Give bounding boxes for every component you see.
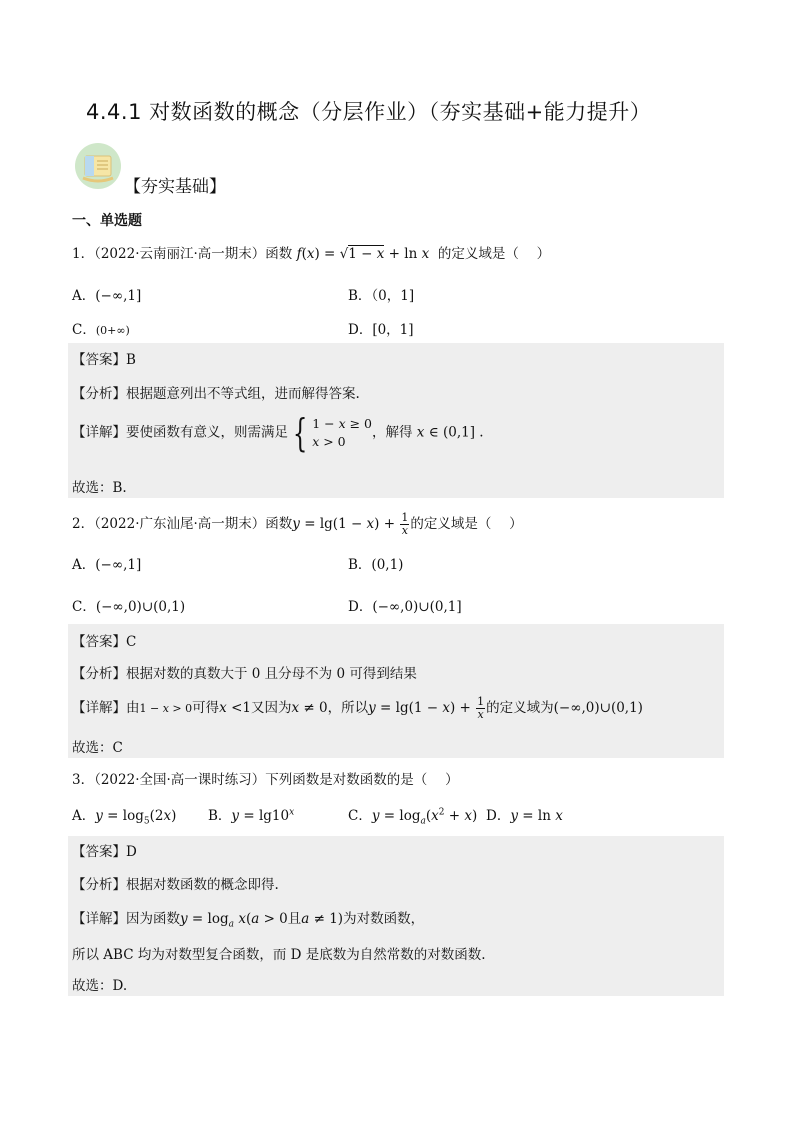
q2-detail: 【详解】由1 − x > 0可得x <1又因为x ≠ 0，所以y = lg(1 − x) + $\frac{1}{x}$ 的定义域为(−∞,0)∪(0,1) xyxy=(72,695,643,721)
q3-analysis: 【分析】根据对数函数的概念即得. xyxy=(72,877,279,893)
q1-formula: f xyxy=(296,246,302,262)
q1-answer: 【答案】B xyxy=(72,352,136,368)
q3-option-d: D．y = ln x xyxy=(486,808,563,824)
part-title: 一、单选题 xyxy=(72,213,142,229)
section-label: 【夯实基础】 xyxy=(124,177,226,197)
q2-option-c: C．(−∞,0)∪(0,1) xyxy=(72,599,186,615)
question-2-stem: 2．（2022·广东汕尾·高一期末）函数y = lg(1 − x) + $\frac{1}{x}$ 的定义域是（ ） xyxy=(72,511,523,537)
question-3-stem: 3．（2022·全国·高一课时练习）下列函数是对数函数的是（ ） xyxy=(72,772,459,788)
q2-option-a: A．(−∞,1] xyxy=(72,557,142,573)
q3-detail-line2: 所以 ABC 均为对数型复合函数，而 D 是底数为自然常数的对数函数. xyxy=(72,947,486,963)
question-1-stem: 1．（2022·云南丽江·高一期末）函数 f(x) = √1 − x + ln x 的定义域是（ ） xyxy=(72,246,551,262)
q3-option-b: B．$y = \lg 10^x$ xyxy=(208,807,295,824)
q2-solution-block xyxy=(68,624,724,758)
q2-conclusion: 故选：C xyxy=(72,740,123,756)
q3-option-a: A．$y = \log_5(2x)$ xyxy=(72,808,177,827)
q1-option-d: D．[0，1] xyxy=(348,322,414,338)
q1-stem-suffix: 的定义域是（ ） xyxy=(437,246,551,262)
q3-conclusion: 故选：D. xyxy=(72,978,128,994)
page-title: 4.4.1 对数函数的概念（分层作业）（夯实基础+能力提升） xyxy=(86,100,652,124)
notebook-icon xyxy=(74,142,122,190)
q1-option-b: B．（0，1] xyxy=(348,288,415,304)
q2-answer: 【答案】C xyxy=(72,634,137,650)
q2-option-b: B．(0,1) xyxy=(348,557,404,573)
q2-analysis: 【分析】根据对数的真数大于 0 且分母不为 0 可得到结果 xyxy=(72,666,417,682)
q2-option-d: D．(−∞,0)∪(0,1] xyxy=(348,599,462,615)
q1-conclusion: 故选：B. xyxy=(72,480,127,496)
q3-option-c: C．$y = \log_a(x^2 + x)$ xyxy=(348,807,478,827)
q3-detail: 【详解】因为函数$y = \log_a x(a > 0$且a ≠ 1)为对数函数， xyxy=(72,911,425,930)
q1-stem-prefix: 1．（2022·云南丽江·高一期末）函数 xyxy=(72,246,293,262)
q1-option-a: A．(−∞,1] xyxy=(72,288,142,304)
q1-analysis: 【分析】根据题意列出不等式组，进而解得答案. xyxy=(72,386,360,402)
q1-option-c: C．(0+∞) xyxy=(72,322,130,338)
q3-answer: 【答案】D xyxy=(72,844,137,860)
q1-detail: 【详解】要使函数有意义，则需满足 { 1 − x ≥ 0 x > 0，解得 x ∈ (0,1] . xyxy=(72,411,484,455)
